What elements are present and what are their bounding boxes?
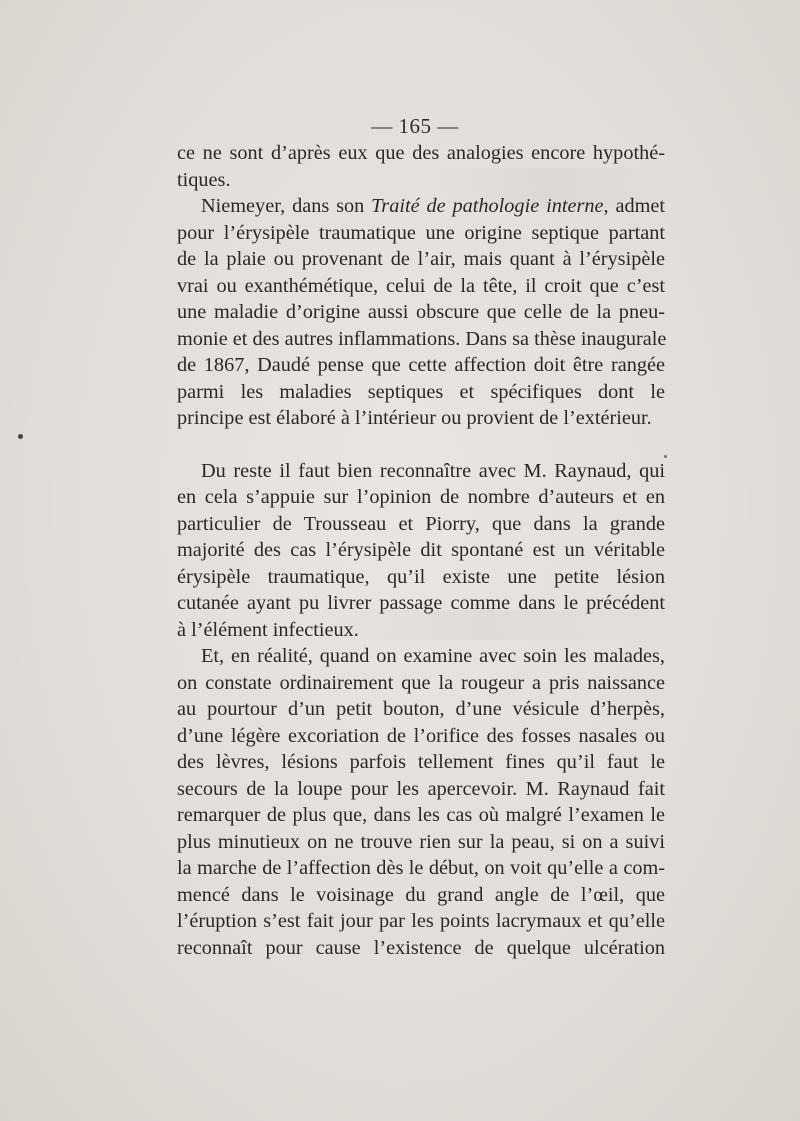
text-line: une maladie d’origine aussi obscure que celle de la pneu-: [177, 301, 665, 323]
text-line: d’une légère excoriation de l’orifice des fosses nasales ou: [177, 724, 665, 747]
text-line: ce ne sont d’après eux que des analogies encore hypothé-: [177, 142, 665, 164]
text-line: majorité des cas l’érysipèle dit spontané est un véritable: [177, 539, 665, 561]
text-line: érysipèle traumatique, qu’il existe une petite lésion: [177, 565, 665, 588]
text-line: monie et des autres inflammations. Dans sa thèse inaugurale: [177, 327, 667, 350]
text-line: en cela s’appuie sur l’opinion de nombre d’auteurs et en: [177, 486, 665, 508]
text-line: Et, en réalité, quand on examine avec soin les malades,: [201, 645, 665, 667]
text-line: mencé dans le voisinage du grand angle de l’œil, que: [177, 883, 665, 906]
text-line: l’éruption s’est fait jour par les points lacrymaux et qu’elle: [177, 910, 665, 932]
text-line: secours de la loupe pour les apercevoir. M. Raynaud fait: [177, 777, 665, 800]
text-line: de 1867, Daudé pense que cette affection doit être rangée: [177, 354, 665, 376]
text-line: vrai ou exanthémétique, celui de la tête, il croit que c’est: [177, 274, 665, 297]
text-line: particulier de Trousseau et Piorry, que dans la grande: [177, 512, 665, 535]
text-line: tiques.: [177, 168, 231, 191]
text-line: parmi les maladies septiques et spécifiques dont le: [177, 380, 665, 403]
text-line: des lèvres, lésions parfois tellement fines qu’il faut le: [177, 751, 665, 773]
text-line: remarquer de plus que, dans les cas où malgré l’examen le: [177, 804, 665, 826]
text-line: principe est élaboré à l’intérieur ou provient de l’extérieur.: [177, 407, 652, 429]
page-number: — 165 —: [371, 114, 459, 138]
body-text: [177, 140, 665, 961]
paragraph-gap: [177, 432, 665, 458]
text-line: reconnaît pour cause l’existence de quelque ulcération: [177, 936, 665, 959]
text-line: plus minutieux on ne trouve rien sur la peau, si on a suivi: [177, 830, 665, 853]
ink-speck: [18, 434, 23, 439]
text-line: Du reste il faut bien reconnaître avec M. Raynaud, qui: [201, 459, 665, 482]
book-title: Traité de pathologie interne: [371, 195, 604, 217]
text-line: au pourtour d’un petit bouton, d’une vésicule d’herpès,: [177, 698, 665, 720]
text-line: cutanée ayant pu livrer passage comme dans le précédent: [177, 592, 665, 614]
text-line: Niemeyer, dans son Traité de pathologie interne, admet: [201, 195, 665, 217]
text-line: à l’élément infectieux.: [177, 618, 359, 641]
text-line: pour l’érysipèle traumatique une origine septique partant: [177, 221, 665, 244]
text-line: de la plaie ou provenant de l’air, mais quant à l’érysipèle: [177, 248, 665, 270]
text-line: la marche de l’affection dès le début, on voit qu’elle a com-: [177, 857, 665, 879]
text-line: on constate ordinairement que la rougeur a pris naissance: [177, 671, 665, 694]
